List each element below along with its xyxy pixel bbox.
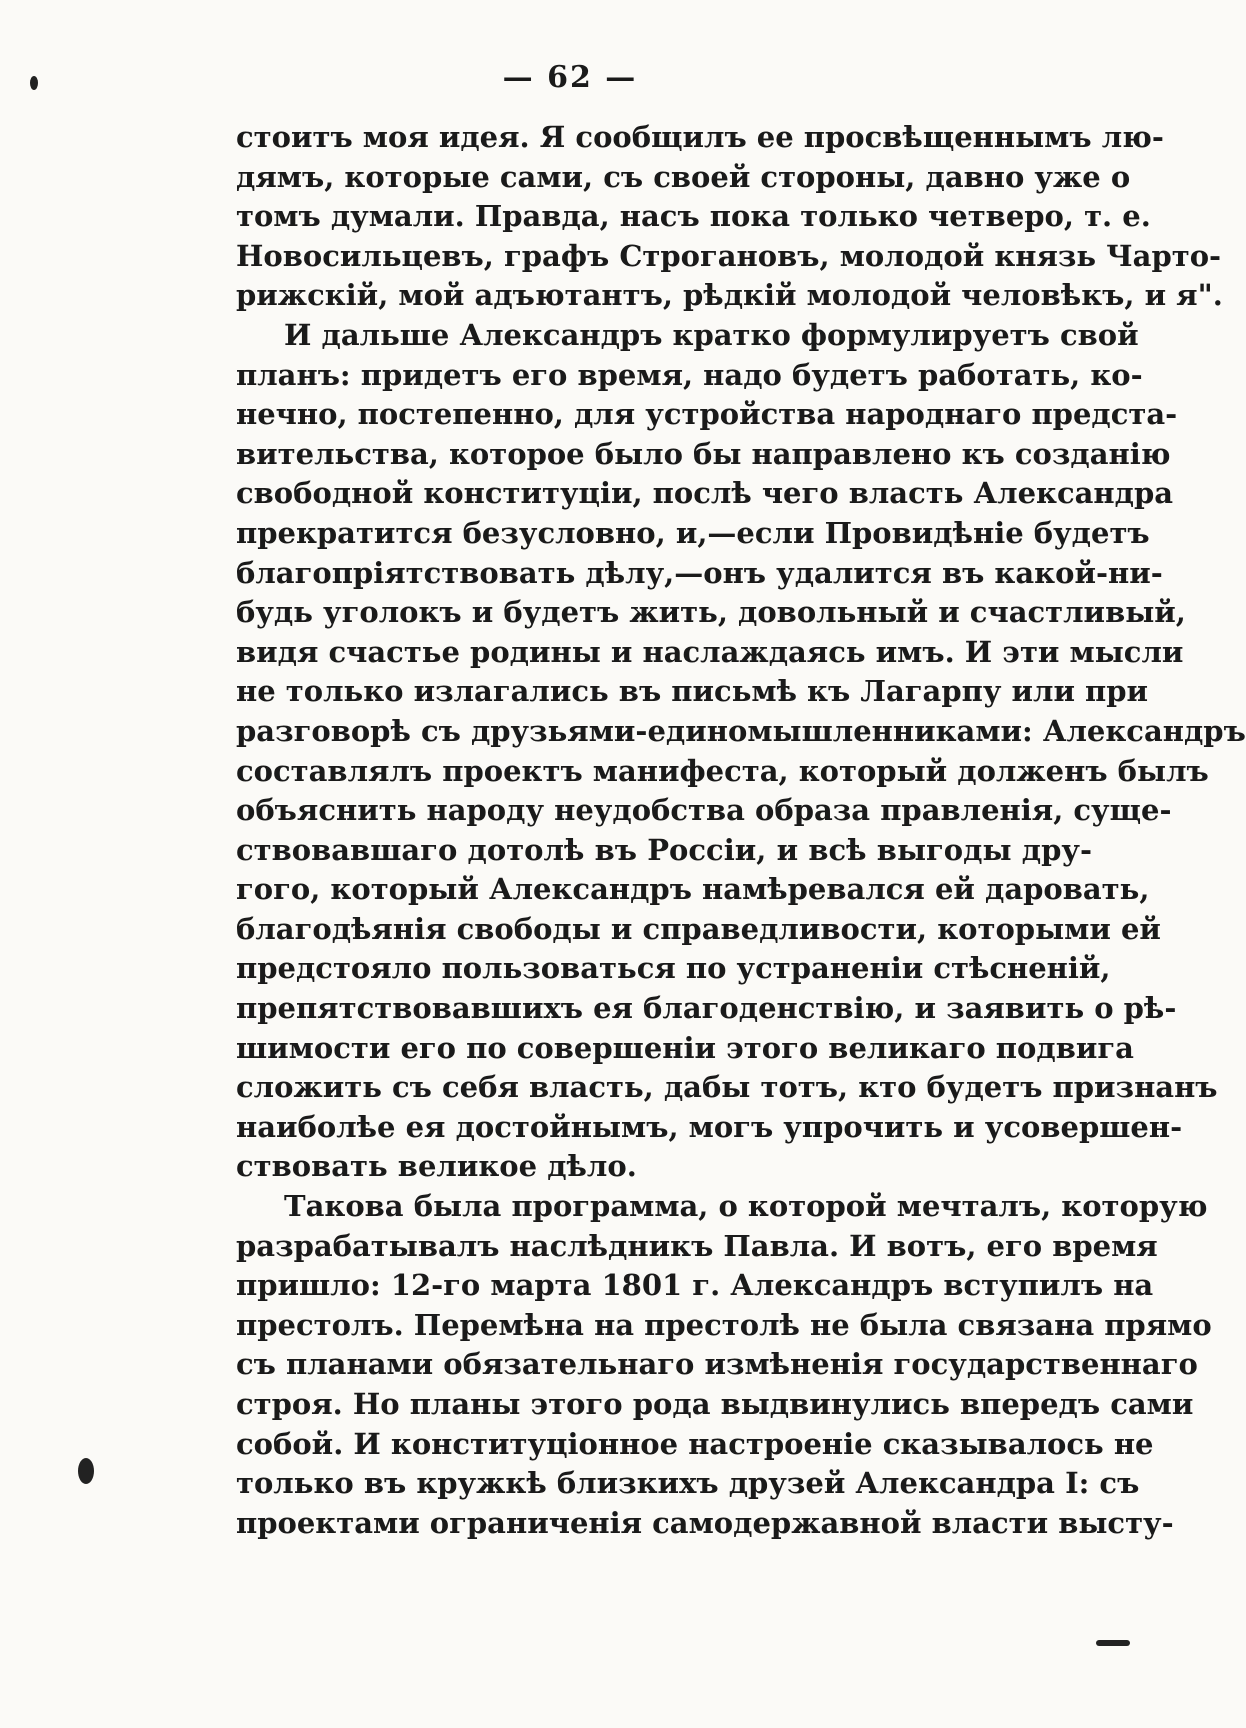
body-text bbox=[236, 118, 1246, 1543]
text-line: пришло: 12-го марта 1801 г. Александръ вступилъ на bbox=[236, 1268, 1154, 1303]
paragraph bbox=[236, 316, 1246, 1187]
text-line: гого, который Александръ намѣревался ей даровать, bbox=[236, 872, 1150, 907]
text-line: проектами ограниченія самодержавной власти высту- bbox=[236, 1505, 1174, 1540]
text-line: строя. Но планы этого рода выдвинулись впередъ сами bbox=[236, 1387, 1194, 1421]
text-line: рижскій, мой адъютантъ, рѣдкій молодой человѣкъ, и я". bbox=[236, 278, 1223, 313]
text-line: прекратится безусловно, и,—если Провидѣніе будетъ bbox=[236, 515, 1150, 550]
page-number: — 62 — bbox=[502, 60, 638, 95]
text-line: сложить съ себя власть, дабы тотъ, кто будетъ признанъ bbox=[236, 1070, 1218, 1105]
text-line: только въ кружкѣ близкихъ друзей Александра I: съ bbox=[236, 1466, 1140, 1501]
text-line: объяснить народу неудобства образа правленія, суще- bbox=[236, 793, 1172, 828]
paragraph bbox=[236, 118, 1223, 316]
text-line: ствовавшаго дотолѣ въ Россіи, и всѣ выгоды дру- bbox=[236, 832, 1092, 867]
text-line: собой. И конституціонное настроеніе сказывалось не bbox=[236, 1426, 1154, 1461]
text-line: вительства, которое было бы направлено къ созданію bbox=[236, 436, 1171, 471]
text-line: И дальше Александръ кратко формулируетъ свой bbox=[284, 317, 1139, 352]
text-line: препятствовавшихъ ея благоденствію, и заявить о рѣ- bbox=[236, 991, 1177, 1026]
text-line: благодѣянія свободы и справедливости, которыми ей bbox=[236, 911, 1161, 946]
ink-speck bbox=[78, 1458, 94, 1484]
text-line: свободной конституціи, послѣ чего власть Александра bbox=[236, 476, 1174, 511]
text-line: Новосильцевъ, графъ Строгановъ, молодой князь Чарто- bbox=[236, 238, 1222, 273]
text-line: благопріятствовать дѣлу,—онъ удалится въ какой-ни- bbox=[236, 555, 1163, 590]
text-line: планъ: придетъ его время, надо будетъ работать, ко- bbox=[236, 357, 1143, 392]
text-line: стоитъ моя идея. Я сообщилъ ее просвѣщеннымъ лю- bbox=[236, 120, 1164, 154]
text-line: не только излагались въ письмѣ къ Лагарпу или при bbox=[236, 674, 1149, 709]
text-line: шимости его по совершеніи этого великаго подвига bbox=[236, 1030, 1134, 1065]
text-line: съ планами обязательнаго измѣненія государственнаго bbox=[236, 1347, 1198, 1382]
text-line: видя счастье родины и наслаждаясь имъ. И эти мысли bbox=[236, 634, 1184, 669]
text-line: составлялъ проектъ манифеста, который долженъ былъ bbox=[236, 753, 1209, 788]
text-line: разговорѣ съ друзьями-единомышленниками: Александръ bbox=[236, 713, 1246, 748]
text-line: наиболѣе ея достойнымъ, могъ упрочить и усовершен- bbox=[236, 1109, 1183, 1144]
text-line: престолъ. Перемѣна на престолѣ не была связана прямо bbox=[236, 1307, 1212, 1342]
text-line: ствовать великое дѣло. bbox=[236, 1149, 637, 1184]
text-line: предстояло пользоваться по устраненіи стѣсненій, bbox=[236, 951, 1111, 986]
text-line: будь уголокъ и будетъ жить, довольный и счастливый, bbox=[236, 595, 1186, 630]
text-line: томъ думали. Правда, насъ пока только четверо, т. е. bbox=[236, 199, 1151, 234]
text-line: дямъ, которые сами, съ своей стороны, давно уже о bbox=[236, 159, 1131, 194]
ink-speck bbox=[30, 76, 38, 90]
ink-speck bbox=[1096, 1640, 1130, 1646]
text-line: нечно, постепенно, для устройства народнаго предста- bbox=[236, 397, 1178, 432]
paragraph bbox=[236, 1187, 1212, 1543]
text-line: разрабатывалъ наслѣдникъ Павла. И вотъ, его время bbox=[236, 1228, 1158, 1263]
text-line: Такова была программа, о которой мечталъ, которую bbox=[284, 1189, 1208, 1224]
